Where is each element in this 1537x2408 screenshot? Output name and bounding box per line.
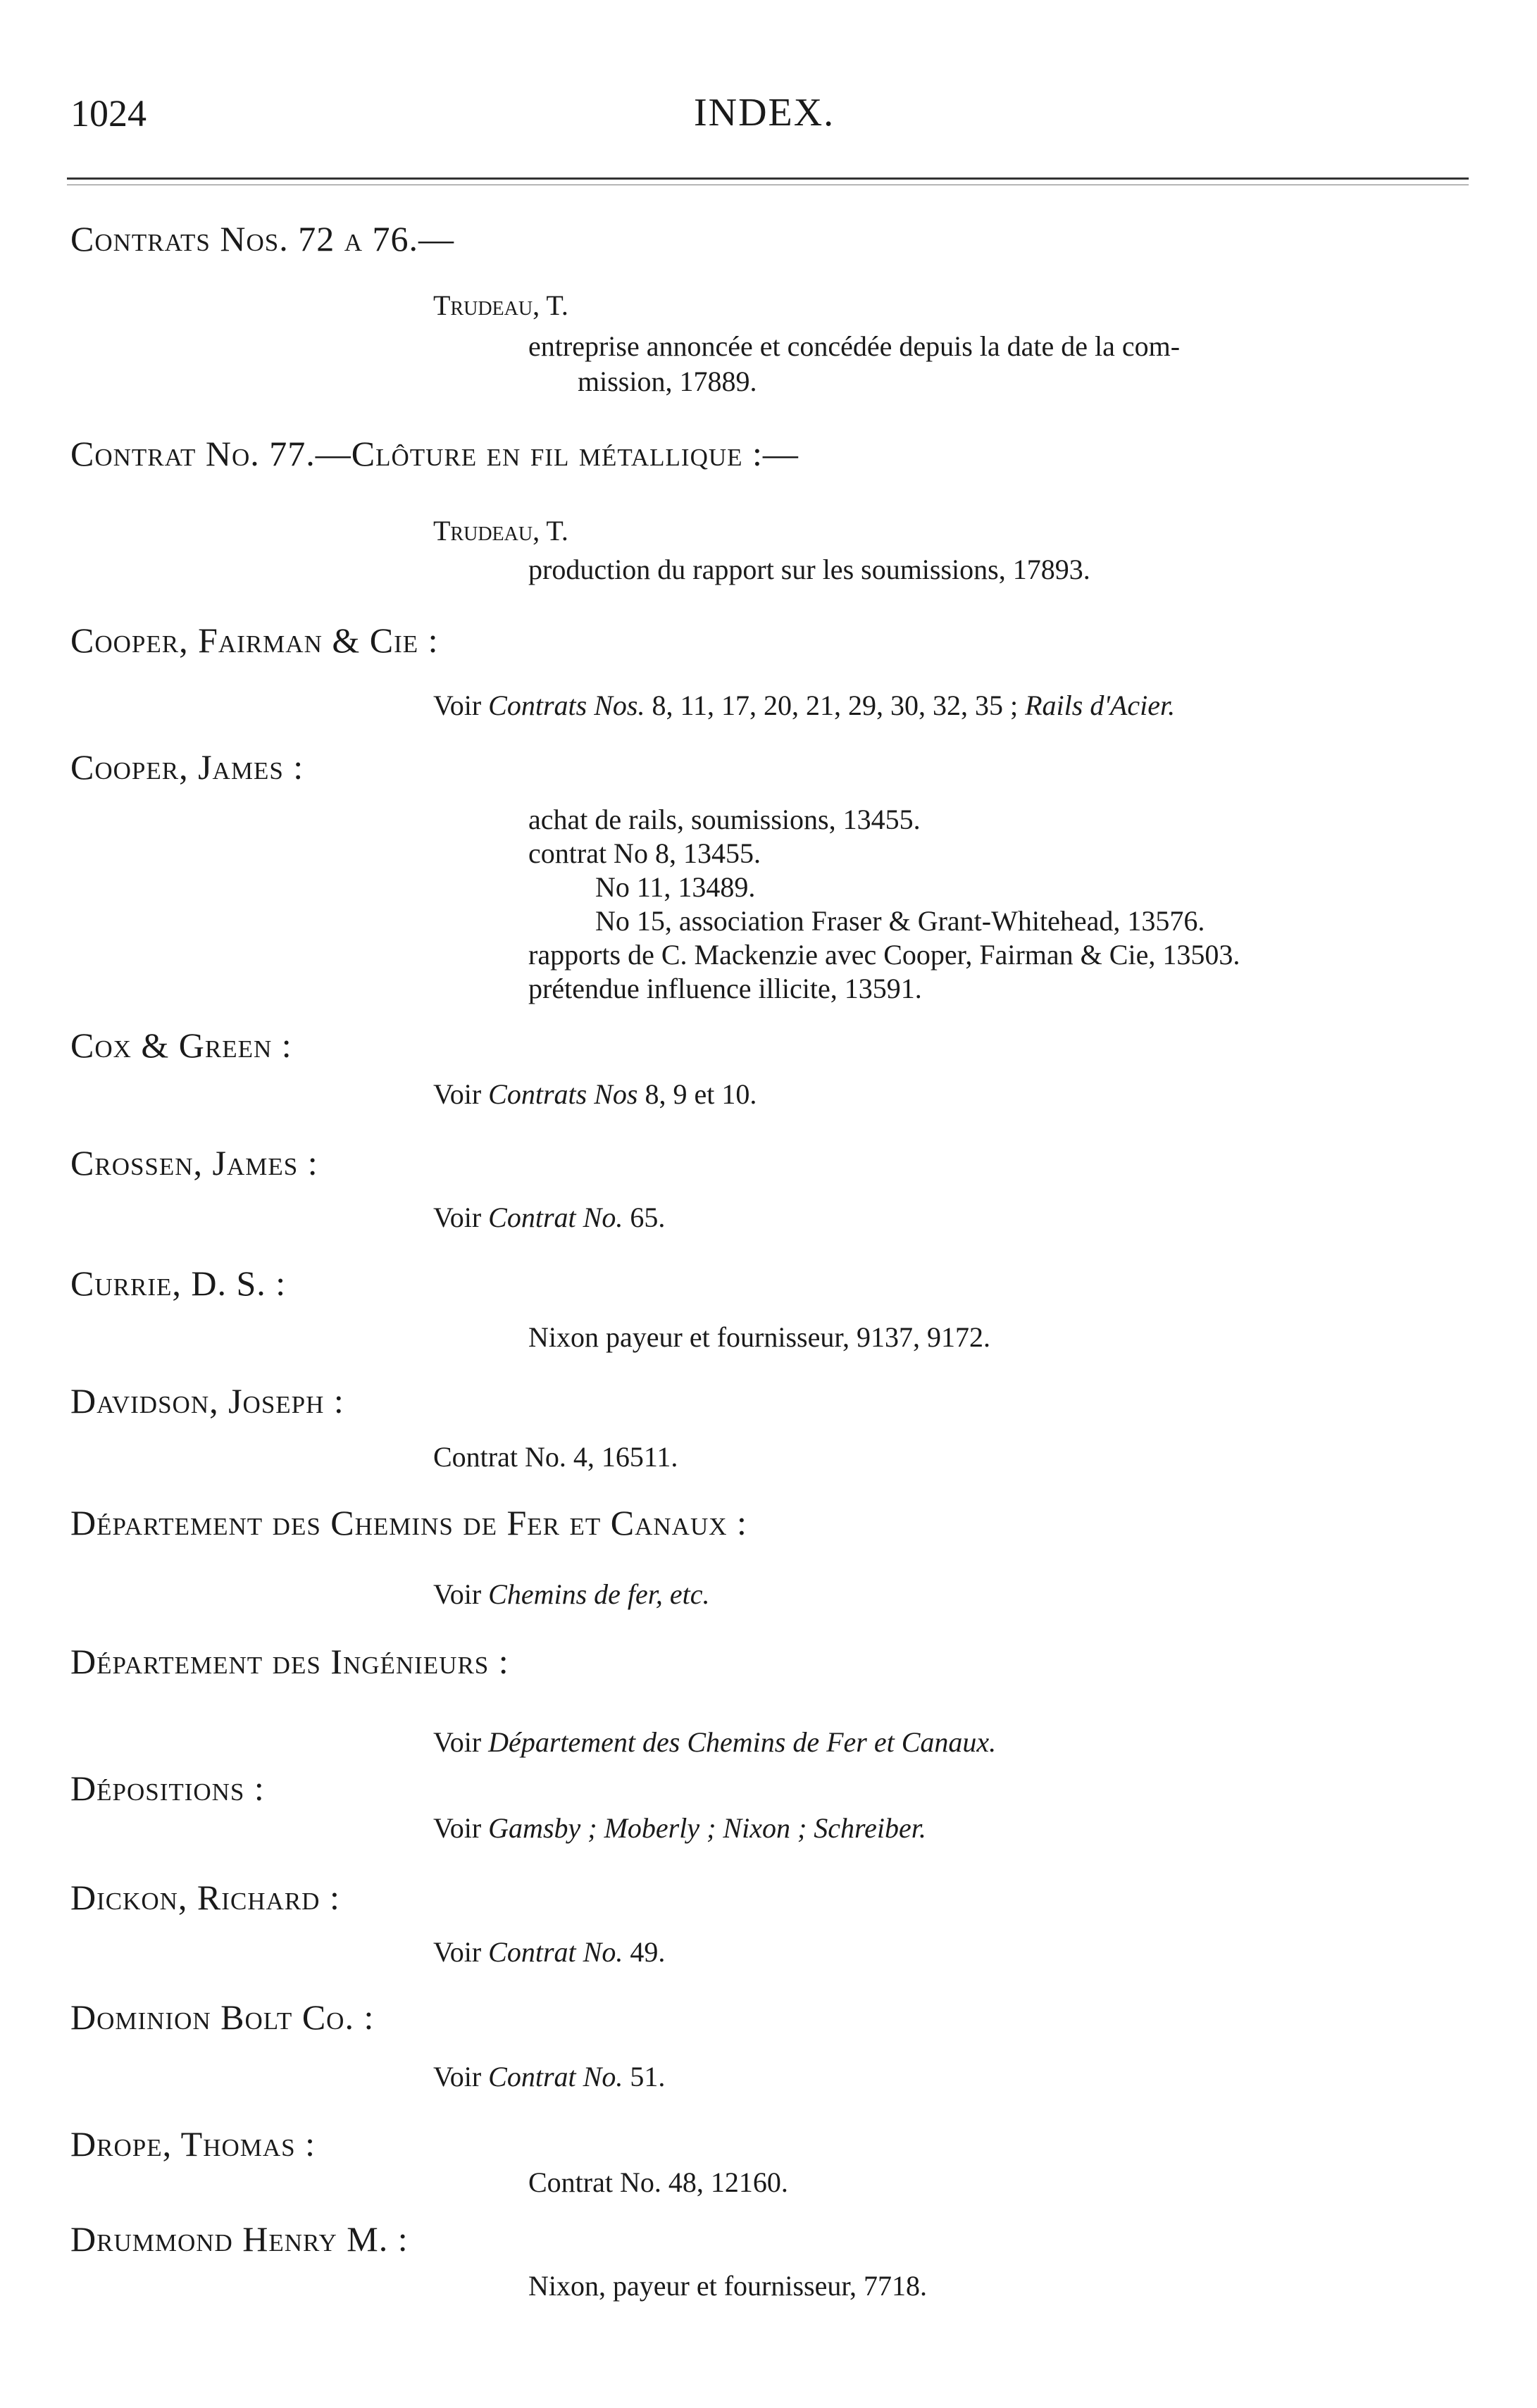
- reference-numbers: 65.: [630, 1202, 666, 1233]
- voir-label: Voir: [433, 1202, 482, 1233]
- voir-label: Voir: [433, 1726, 482, 1758]
- reference-link[interactable]: Chemins de fer, etc.: [488, 1578, 710, 1610]
- header-rule: [67, 177, 1469, 180]
- entry-see-also: [433, 2060, 665, 2093]
- entry-line: rapports de C. Mackenzie avec Cooper, Fairman & Cie, 13503.: [528, 939, 1240, 971]
- entry-see-also: [433, 1935, 665, 1969]
- entry-see-also: [433, 1201, 665, 1234]
- reference-link[interactable]: Rails d'Acier.: [1025, 690, 1176, 721]
- entry-heading: Drummond Henry M. :: [70, 2219, 409, 2259]
- entry-see-also: [433, 1578, 710, 1611]
- reference-numbers: 8, 9 et 10.: [645, 1078, 757, 1110]
- entry-heading: Cox & Green :: [70, 1025, 292, 1065]
- reference-numbers: 49.: [630, 1936, 666, 1968]
- voir-label: Voir: [433, 1812, 482, 1844]
- entry-heading: Davidson, Joseph :: [70, 1381, 344, 1421]
- reference-link[interactable]: Contrat No.: [488, 1202, 623, 1233]
- entry-heading: Dickon, Richard :: [70, 1878, 340, 1917]
- entry-heading: Département des Chemins de Fer et Canaux :: [70, 1503, 747, 1542]
- entry-heading: Drope, Thomas :: [70, 2124, 316, 2164]
- entry-line: prétendue influence illicite, 13591.: [528, 973, 922, 1004]
- entry-line: production du rapport sur les soumissions, 17893.: [528, 554, 1090, 585]
- entry-line: No 11, 13489.: [595, 871, 756, 903]
- entry-see-also: [433, 1726, 996, 1759]
- voir-label: Voir: [433, 1936, 482, 1968]
- entry-line: achat de rails, soumissions, 13455.: [528, 804, 921, 835]
- page-number: 1024: [70, 92, 147, 135]
- entry-see-also: [433, 1078, 757, 1111]
- entry-line: Nixon payeur et fournisseur, 9137, 9172.: [528, 1321, 991, 1353]
- entry-heading: Département des Ingénieurs :: [70, 1642, 509, 1681]
- voir-label: Voir: [433, 1078, 482, 1110]
- entry-line: Contrat No. 4, 16511.: [433, 1441, 678, 1473]
- page-title: INDEX.: [694, 91, 835, 135]
- entry-heading: Currie, D. S. :: [70, 1264, 287, 1303]
- voir-label: Voir: [433, 1578, 482, 1610]
- reference-link[interactable]: Contrat No.: [488, 1936, 623, 1968]
- entry-line: mission, 17889.: [578, 366, 757, 397]
- entry-line: entreprise annoncée et concédée depuis la date de la com-: [528, 330, 1181, 362]
- entry-line: Contrat No. 48, 12160.: [528, 2166, 788, 2198]
- entry-line: Trudeau, T.: [433, 515, 568, 547]
- entry-heading: Crossen, James :: [70, 1143, 318, 1183]
- voir-label: Voir: [433, 2061, 482, 2092]
- reference-link[interactable]: Gamsby ; Moberly ; Nixon ; Schreiber.: [488, 1812, 926, 1844]
- entry-heading: Cooper, James :: [70, 747, 304, 787]
- entry-see-also: [433, 689, 1175, 722]
- reference-link[interactable]: Contrat No.: [488, 2061, 623, 2092]
- reference-link[interactable]: Contrats Nos: [488, 1078, 638, 1110]
- entry-heading: Dépositions :: [70, 1768, 265, 1808]
- entry-heading: Contrats Nos. 72 a 76.—: [70, 219, 454, 258]
- voir-label: Voir: [433, 690, 482, 721]
- entry-heading: Dominion Bolt Co. :: [70, 1997, 375, 2037]
- reference-link[interactable]: Contrats Nos.: [488, 690, 645, 721]
- reference-numbers: 51.: [630, 2061, 666, 2092]
- entry-heading: Cooper, Fairman & Cie :: [70, 620, 439, 660]
- reference-link[interactable]: Département des Chemins de Fer et Canaux.: [488, 1726, 997, 1758]
- reference-numbers: 8, 11, 17, 20, 21, 29, 30, 32, 35 ;: [652, 690, 1019, 721]
- entry-heading: Contrat No. 77.—Clôture en fil métallique :—: [70, 434, 799, 473]
- entry-see-also: [433, 1811, 926, 1845]
- entry-line: Trudeau, T.: [433, 289, 568, 321]
- entry-line: contrat No 8, 13455.: [528, 837, 761, 869]
- entry-line: No 15, association Fraser & Grant-Whitehead, 13576.: [595, 905, 1205, 937]
- entry-line: Nixon, payeur et fournisseur, 7718.: [528, 2270, 928, 2302]
